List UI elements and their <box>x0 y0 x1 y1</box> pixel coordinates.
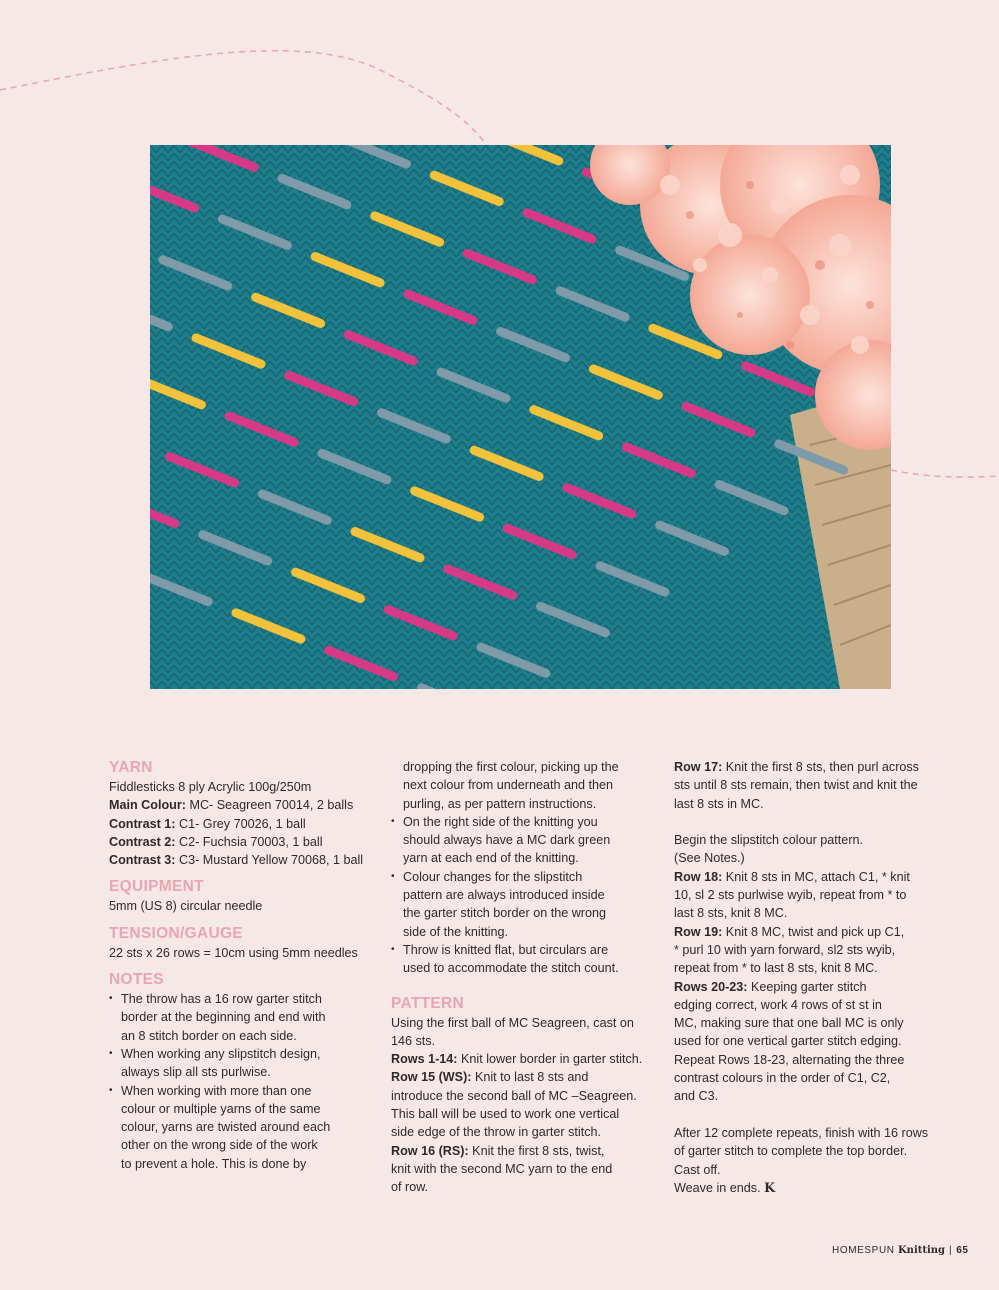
end-mark: K <box>764 1179 776 1195</box>
notes-heading: NOTES <box>109 971 164 989</box>
pattern-begin-slipstitch: Begin the slipstitch colour pattern. <box>674 833 864 848</box>
yarn-contrast-2: Contrast 2: C2- Fuchsia 70003, 1 ball <box>109 834 323 849</box>
note-item: • When working with more than one colour or multiple yarns of the same colour, yarns are twisted around each other on the wrong side of the work to prevent a hole. This is done by <box>109 1082 379 1173</box>
yarn-main-colour: Main Colour: MC- Seagreen 70014, 2 balls <box>109 798 354 813</box>
pattern-intro: Using the first ball of MC Seagreen, cast on <box>391 1015 634 1030</box>
pattern-heading: PATTERN <box>391 994 464 1012</box>
footer-brand: HOMESPUN <box>832 1245 895 1256</box>
pattern-row-15: Row 15 (WS): Knit to last 8 sts and <box>391 1070 589 1085</box>
column-3: Row 17: Knit the first 8 sts, then purl across sts until 8 sts remain, then twist and knit the last 8 sts in MC. Begin the slipstitch colour pattern. (See Notes.) Row 18: Knit 8 sts in MC, attach C1, * knit 10, sl 2 sts purlwise wyib, repeat from * to last 8 sts, knit 8 MC. Row 19: Knit 8 MC, twist and pick up C1, * purl 10 with yarn forward, sl2 sts wyib, repeat from * to last 8 sts, knit 8 MC. Rows 20-23: Keeping garter stitch edging correct, work 4 rows of st st in MC, making sure that one ball MC is only used for one vertical garter stitch edging. Repeat Rows 18-23, alternating the three contrast colours in the order of C1, C2, and C3. After 12 complete repeats, finish with 16 rows of garter stitch to complete the top border. Cast off. Weave in ends. K <box>674 758 944 1197</box>
notes-list <box>109 990 379 1173</box>
tension-text: 22 sts x 26 rows = 10cm using 5mm needles <box>109 945 358 960</box>
pattern-row-18: Row 18: Knit 8 sts in MC, attach C1, * knit <box>674 869 910 884</box>
column-2: dropping the first colour, picking up the next colour from underneath and then purling, as per pattern instructions. • On the right side of the knitting you should always have a MC dark green yarn at each end of the knitting. • Colour changes for the slipstitch pattern are always introduced inside the garter stitch border on the wrong side of the knitting. • Throw is knitted flat, but circulars are used to accommodate the stitch count. PATTERN Using the first ball of MC Seagreen, cast on 146 sts. Rows 1-14: Knit lower border in garter stitch. Row 15 (WS): Knit to last 8 sts and introduce the second ball of MC –Seagreen. This ball will be used to work one vertical side edge of the throw in garter stitch. Row 16 (RS): Knit the first 8 sts, twist, knit with the second MC yarn to the end of row. <box>391 758 661 1197</box>
equipment-heading: EQUIPMENT <box>109 878 204 896</box>
pattern-weave: Weave in ends. K <box>674 1179 776 1195</box>
tension-heading: TENSION/GAUGE <box>109 924 243 942</box>
pattern-rows-1-14: Rows 1-14: Knit lower border in garter stitch. <box>391 1052 643 1067</box>
footer-brand-script: Knitting <box>897 1245 946 1256</box>
note-item-continued: dropping the first colour, picking up the next colour from underneath and then purling, as per pattern instructions. <box>403 760 619 811</box>
note-item: • On the right side of the knitting you should always have a MC dark green yarn at each end of the knitting. <box>391 813 661 868</box>
pattern-row-17: Row 17: Knit the first 8 sts, then purl across <box>674 760 919 774</box>
note-item: • Throw is knitted flat, but circulars are used to accommodate the stitch count. <box>391 941 661 978</box>
pattern-rows-20-23: Rows 20-23: Keeping garter stitch <box>674 979 867 994</box>
pattern-finish: After 12 complete repeats, finish with 16 rows <box>674 1125 929 1140</box>
yarn-description: Fiddlesticks 8 ply Acrylic 100g/250m <box>109 780 312 794</box>
page-number: 65 <box>956 1245 969 1256</box>
pattern-row-16: Row 16 (RS): Knit the first 8 sts, twist, <box>391 1143 605 1158</box>
yarn-contrast-1: Contrast 1: C1- Grey 70026, 1 ball <box>109 816 306 831</box>
note-item: • When working any slipstitch design, always slip all sts purlwise. <box>109 1045 379 1082</box>
footer-separator: | <box>949 1245 953 1256</box>
equipment-text: 5mm (US 8) circular needle <box>109 899 263 914</box>
page-footer <box>832 1245 969 1256</box>
notes-list-continued <box>391 813 661 978</box>
yarn-heading: YARN <box>109 759 153 776</box>
pattern-row-19: Row 19: Knit 8 MC, twist and pick up C1, <box>674 924 905 939</box>
note-item: • Colour changes for the slipstitch pattern are always introduced inside the garter stitch border on the wrong side of the knitting. <box>391 868 661 941</box>
knitted-throw-photo <box>150 145 891 689</box>
column-1 <box>109 758 379 1173</box>
note-item: • The throw has a 16 row garter stitch border at the beginning and end with an 8 stitch border on each side. <box>109 990 379 1045</box>
yarn-contrast-3: Contrast 3: C3- Mustard Yellow 70068, 1 ball <box>109 853 364 868</box>
